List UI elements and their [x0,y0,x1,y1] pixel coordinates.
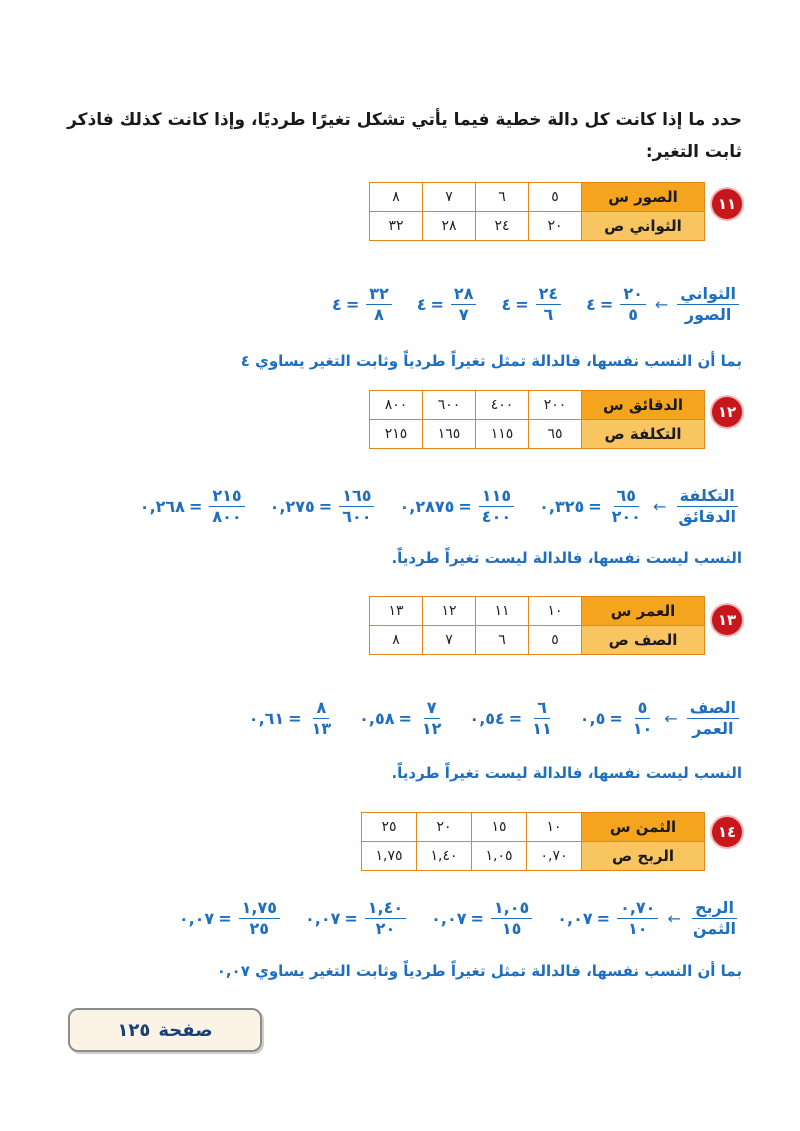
ratio-top-label: التكلفة [677,486,738,507]
fraction [609,486,644,527]
row-header: الربح ص [582,842,705,871]
instructions-line-2: ثابت التغير: [645,142,742,162]
fraction [451,284,477,325]
table-cell: ٥ [529,183,582,212]
conclusion-text: بما أن النسب نفسها، فالدالة تمثل تغيراً طردياً وثابت التغير يساوي ٤ [240,352,742,370]
ratio-bottom-label: العمر [692,719,734,738]
table-row [370,183,705,212]
table-cell: ٦ [476,626,529,655]
problem-number-badge: ١٣ [712,605,742,635]
fraction-numerator: ٨ [313,698,329,719]
fraction-denominator: ١٢ [421,719,442,738]
page-label: صفحة [158,1019,213,1041]
equals-sign: = [318,497,333,516]
values-table [361,812,705,871]
ratio-top-label: الثواني [677,284,739,305]
fraction-numerator: ٢٠ [620,284,646,305]
fraction-numerator: ٧ [424,698,440,719]
fraction [209,486,244,527]
equals-sign: = [345,295,360,314]
fraction [620,284,646,325]
ratio-bottom-label: الصور [684,305,732,324]
values-table [369,390,705,449]
fraction-numerator: ١,٠٥ [491,898,532,919]
fraction-denominator: ٦ [543,305,554,324]
table-cell: ١,٧٥ [362,842,417,871]
problem-number-badge: ١٤ [712,817,742,847]
fraction-numerator: ٥ [635,698,651,719]
table-cell: ٧ [423,183,476,212]
fraction-numerator: ٢١٥ [209,486,244,507]
fraction-denominator: ١٣ [311,719,332,738]
ratio-top-label: الربح [692,898,737,919]
table-cell: ٤٠٠ [476,391,529,420]
table-row [362,842,705,871]
fraction-denominator: ١٠ [627,919,648,938]
fraction-numerator: ٣٢ [366,284,392,305]
table-cell: ٢١٥ [370,420,423,449]
fraction-denominator: ١٠ [632,719,653,738]
conclusion-text: النسب ليست نفسها، فالدالة ليست تغيراً طردياً. [391,764,742,782]
instructions-line-1: حدد ما إذا كانت كل دالة خطية فيما يأتي تشكل تغيرًا طرديًا، وإذا كانت كذلك فاذكر [67,110,742,130]
table-cell: ١٠ [527,813,582,842]
table-cell: ٨ [370,183,423,212]
equals-sign: = [344,909,358,928]
arrow-symbol: ← [667,909,681,928]
table-cell: ٢٥ [362,813,417,842]
fraction-numerator: ٦ [534,698,550,719]
equals-sign: = [588,497,602,516]
fraction-result: ٠,٢٦٨ [139,497,185,516]
fraction-result: ٠,٢٨٧٥ [399,497,455,516]
table-cell: ١٣ [370,597,423,626]
conclusion-text: بما أن النسب نفسها، فالدالة تمثل تغيراً طردياً وثابت التغير يساوي ٠,٠٧ [216,962,742,980]
conclusion-text: النسب ليست نفسها، فالدالة ليست تغيراً طردياً. [391,549,742,567]
equals-sign: = [398,709,412,728]
fraction [536,284,562,325]
table-cell: ٢٤ [476,212,529,241]
page-number-box [68,1008,262,1052]
fraction-denominator: ٨ [374,305,384,324]
row-header: التكلفة ص [582,420,705,449]
fraction [339,486,374,527]
fraction-result: ٤ [416,295,427,314]
fraction-result: ٤ [501,295,512,314]
equals-sign: = [515,295,529,314]
fraction-result: ٠,٣٢٥ [539,497,585,516]
fraction [365,898,406,939]
fraction [366,284,392,325]
equals-sign: = [596,909,611,928]
table-row [370,391,705,420]
fraction-denominator: ١٥ [501,919,522,938]
table-row [370,597,705,626]
table-cell: ٠,٧٠ [527,842,582,871]
fraction-result: ٠,٠٧ [557,909,593,928]
fraction-result: ٠,٢٧٥ [269,497,315,516]
equals-sign: = [470,909,484,928]
table-cell: ٦ [476,183,529,212]
table-cell: ٢٠٠ [529,391,582,420]
ratio-label-fraction [690,898,739,939]
fraction [419,698,445,739]
fraction-numerator: ٢٨ [451,284,477,305]
row-header: الدقائق س [582,391,705,420]
fraction-denominator: ٤٠٠ [481,507,512,526]
table-row [370,626,705,655]
fraction [479,486,514,527]
fraction-result: ٠,٥ [579,709,606,728]
ratio-label-fraction [687,698,739,739]
ratio-bottom-label: الثمن [692,919,736,938]
equals-sign: = [609,709,623,728]
table-cell: ١,٠٥ [472,842,527,871]
fraction-denominator: ٦٠٠ [342,507,372,526]
ratio-label-fraction [675,486,739,527]
fraction-result: ٠,٠٧ [178,909,215,928]
table-cell: ٢٨ [423,212,476,241]
fraction-denominator: ١١ [532,719,552,738]
arrow-symbol: ← [654,295,669,314]
table-cell: ٦٥ [529,420,582,449]
fraction-numerator: ٦٥ [614,486,640,507]
table-row [370,212,705,241]
row-header: الصور س [582,183,705,212]
page-number: ١٢٥ [117,1019,151,1041]
row-header: العمر س [582,597,705,626]
fraction-result: ٠,٦١ [248,709,285,728]
fraction-denominator: ٢٠ [375,919,396,938]
ratio-calculation [249,698,742,739]
ratio-bottom-label: الدقائق [678,507,736,526]
table-cell: ٥ [529,626,582,655]
ratio-top-label: الصف [687,698,739,719]
fraction [617,898,658,939]
fraction [529,698,555,739]
table-row [370,420,705,449]
fraction-denominator: ٧ [458,305,469,324]
fraction [239,898,280,939]
fraction [630,698,656,739]
fraction-result: ٠,٥٤ [469,709,505,728]
values-table [369,182,705,241]
equals-sign: = [288,709,302,728]
table-cell: ٢٠ [529,212,582,241]
problem-number-badge: ١١ [712,189,742,219]
fraction-numerator: ١,٧٥ [239,898,280,919]
table-cell: ١٥ [472,813,527,842]
table-cell: ٦٠٠ [423,391,476,420]
table-cell: ٢٠ [417,813,472,842]
ratio-calculation [332,284,742,325]
ratio-calculation [140,486,742,527]
fraction-numerator: ١,٤٠ [365,898,406,919]
table-cell: ٧ [423,626,476,655]
fraction-denominator: ٥ [628,305,638,324]
row-header: الصف ص [582,626,705,655]
equals-sign: = [430,295,444,314]
fraction [491,898,532,939]
equals-sign: = [599,295,614,314]
fraction-denominator: ٢٥ [249,919,270,938]
row-header: الثواني ص [582,212,705,241]
ratio-calculation [179,898,742,939]
problem-number-badge: ١٢ [712,397,742,427]
fraction-numerator: ١١٥ [479,486,514,507]
equals-sign: = [458,497,472,516]
table-cell: ١٠ [529,597,582,626]
row-header: الثمن س [582,813,705,842]
instructions [62,104,742,168]
table-cell: ١١٥ [476,420,529,449]
fraction-result: ٤ [586,295,596,314]
table-cell: ٨٠٠ [370,391,423,420]
fraction-numerator: ٠,٧٠ [617,898,658,919]
table-cell: ٨ [370,626,423,655]
table-cell: ٣٢ [370,212,423,241]
table-cell: ١٢ [423,597,476,626]
table-row [362,813,705,842]
fraction-result: ٠,٠٧ [431,909,467,928]
fraction-result: ٠,٠٧ [304,909,341,928]
fraction-denominator: ٢٠٠ [611,507,641,526]
fraction-numerator: ١٦٥ [339,486,374,507]
fraction-result: ٠,٥٨ [359,709,395,728]
equals-sign: = [188,497,203,516]
fraction-result: ٤ [332,295,342,314]
fraction-numerator: ٢٤ [536,284,562,305]
equals-sign: = [218,909,232,928]
values-table [369,596,705,655]
table-cell: ١,٤٠ [417,842,472,871]
table-cell: ١٦٥ [423,420,476,449]
fraction [309,698,335,739]
arrow-symbol: ← [664,709,678,728]
ratio-label-fraction [677,284,739,325]
equals-sign: = [508,709,523,728]
arrow-symbol: ← [652,497,667,516]
fraction-denominator: ٨٠٠ [212,507,242,526]
table-cell: ١١ [476,597,529,626]
